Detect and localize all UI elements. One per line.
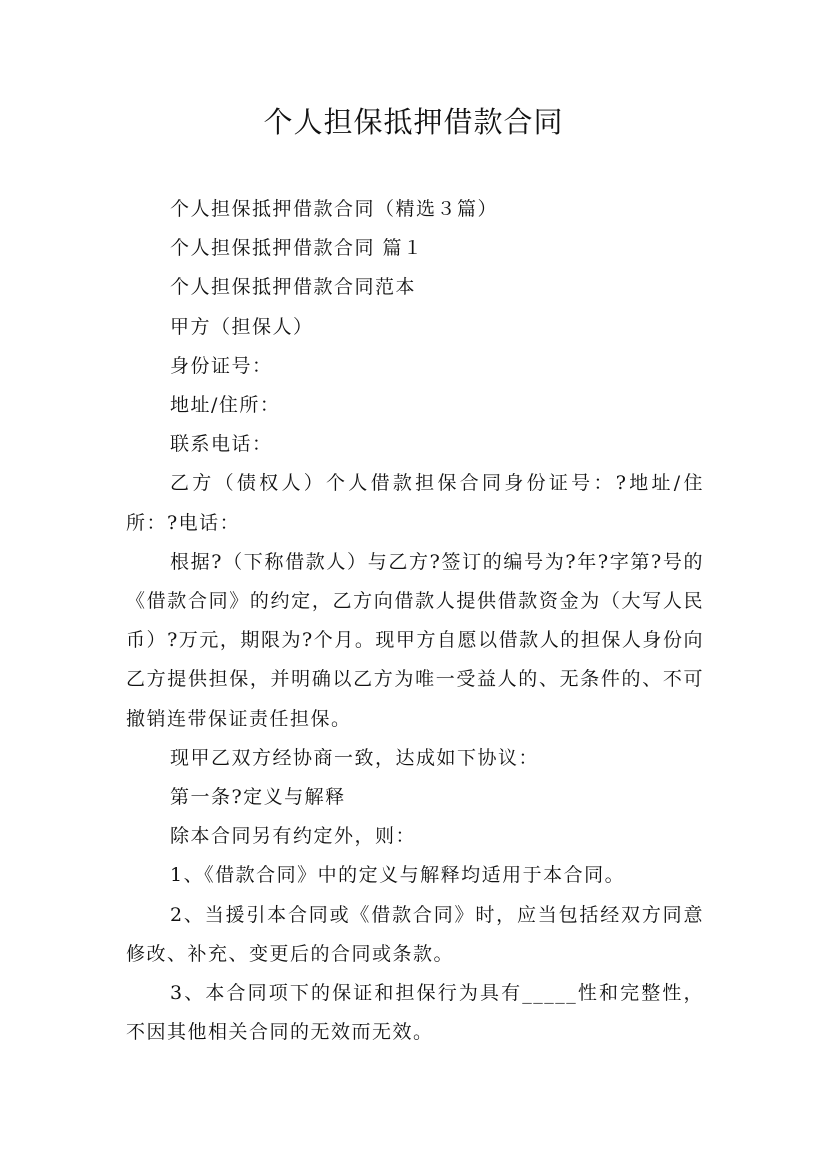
paragraph-basis: 根据?（下称借款人）与乙方?签订的编号为?年?字第?号的《借款合同》的约定，乙方向借款人提供借款资金为（大写人民币）?万元，期限为?个月。现甲方自愿以借款人的担保人身份向乙方提供担保，并明确以乙方为唯一受益人的、无条件的、不可撤销连带保证责任担保。 — [126, 550, 704, 730]
paragraph-phone: 联系电话： — [170, 433, 273, 456]
paragraph-agreement-intro: 现甲乙双方经协商一致，达成如下协议： — [170, 746, 540, 769]
paragraph-clause-2: 2、当援引本合同或《借款合同》时，应当包括经双方同意修改、补充、变更后的合同或条款。 — [126, 903, 704, 965]
paragraph-exception: 除本合同另有约定外，则： — [170, 825, 417, 848]
paragraph-address: 地址/住所： — [170, 394, 281, 417]
paragraph-clause-3: 3、本合同项下的保证和担保行为具有_____性和完整性，不因其他相关合同的无效而无效。 — [126, 982, 704, 1044]
paragraph-clause-1: 1、《借款合同》中的定义与解释均适用于本合同。 — [170, 864, 626, 887]
paragraph-party-a: 甲方（担保人） — [170, 315, 314, 338]
paragraph-section-heading: 个人担保抵押借款合同 篇１ — [170, 237, 424, 260]
document-title: 个人担保抵押借款合同 — [263, 105, 564, 139]
paragraph-article-one: 第一条?定义与解释 — [170, 786, 346, 809]
paragraph-subtitle: 个人担保抵押借款合同（精选３篇） — [170, 198, 499, 220]
paragraph-party-b: 乙方（债权人）个人借款担保合同身份证号：?地址/住所：?电话： — [126, 472, 704, 534]
paragraph-template-name: 个人担保抵押借款合同范本 — [170, 276, 417, 299]
document-body — [126, 190, 704, 1052]
paragraph-id-number: 身份证号： — [170, 354, 273, 377]
